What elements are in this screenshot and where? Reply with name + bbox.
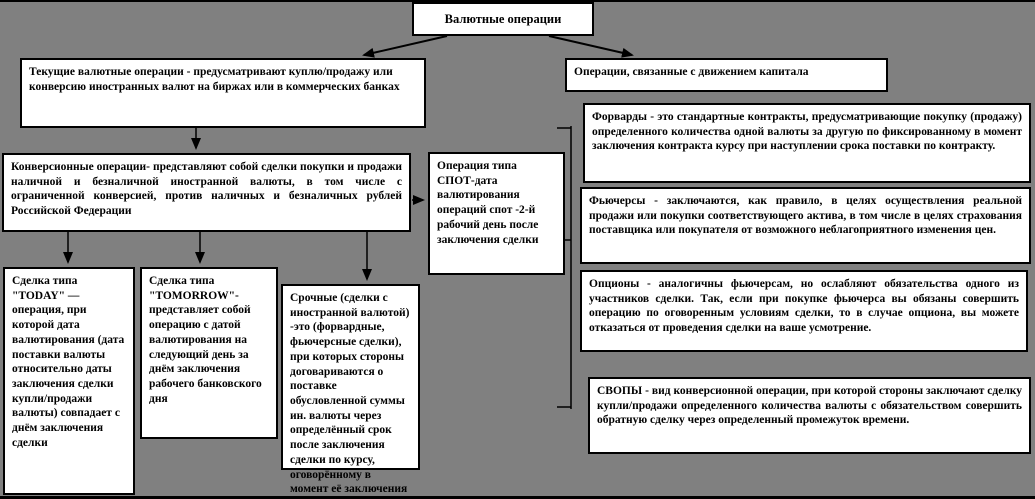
node-root-box xyxy=(412,2,594,36)
node-root-text: Валютные операции xyxy=(444,12,562,26)
node-current-ops-box xyxy=(20,58,426,128)
node-conversion-ops-text: Конверсионные операции- представляют собой сделки покупки и продажи наличной и безналичной иностранной валюты, в том числе с ограниченной конверсией, против наличных и безналичных рублей Российской Федерации xyxy=(11,161,402,218)
node-term-deals-text: Срочные (сделки с иностранной валютой) -это (форвардные, фьючерсные сделки), при которых стороны договариваются о поставке обусловленной суммы ин. валюты через определённый срок после заключения сделки по курсу, оговорённому в момент её заключения xyxy=(290,292,410,496)
node-today-text: Сделка типа "TODAY" — операция, при которой дата валютирования (дата поставки валюты относительно даты заключения сделки купли/продажи валюты) совпадает с днём заключения сделки xyxy=(12,275,125,449)
node-capital-ops-text: Операции, связанные с движением капитала xyxy=(574,66,809,78)
node-spot-box xyxy=(428,152,565,275)
node-futures-box xyxy=(580,187,1031,264)
node-term-deals-box xyxy=(281,284,420,496)
node-swaps-box xyxy=(588,377,1031,454)
node-forwards-box xyxy=(583,103,1031,183)
node-options-text: Опционы - аналогичны фьючерсам, но ослабляют обязательства одного из участников сделки. Так, если при покупке фьючерса вы обязаны совершить операцию по оговоренным условиям сделки, то в случае опциона, вы можете отказаться от проведения сделки на ваше усмотрение. xyxy=(589,278,1019,335)
node-conversion-ops-box xyxy=(2,153,411,232)
node-capital-ops-box xyxy=(565,58,888,92)
arrow-root-to-capital-ops xyxy=(549,36,632,55)
node-spot-text: Операция типа СПОТ-дата валютирования операций спот -2-й рабочий день после заключения сделки xyxy=(437,160,539,246)
node-forwards-text: Форварды - это стандартные контракты, предусматривающие покупку (продажу) определенного количества одной валюты за другую по фиксированному в момент заключения контракта курсу при наступлении срока поставки по контракту. xyxy=(592,111,1022,153)
node-options-box xyxy=(580,270,1028,352)
node-swaps-text: СВОПЫ - вид конверсионной операции, при которой стороны заключают сделку купли/продажи определенного количества валюты с обязательством совершить обратную сделку через определенный промежуток времени. xyxy=(597,385,1022,427)
node-tomorrow-box xyxy=(140,267,278,439)
node-tomorrow-text: Сделка типа "TOMORROW"- представляет собой операцию с датой валютирования на следующий день за днём заключения рабочего банковского дня xyxy=(149,275,262,405)
node-today-box xyxy=(3,267,135,495)
arrow-root-to-current-ops xyxy=(364,36,447,55)
node-current-ops-text: Текущие валютные операции - предусматривают куплю/продажу или конверсию иностранных валют на биржах или в коммерческих банках xyxy=(29,66,400,93)
node-futures-text: Фьючерсы - заключаются, как правило, в целях осуществления реальной продажи или покупки соответствующего актива, в том числе в целях страхования поставщика или покупателя от возможного неблагоприятного изменения цен. xyxy=(589,195,1022,237)
